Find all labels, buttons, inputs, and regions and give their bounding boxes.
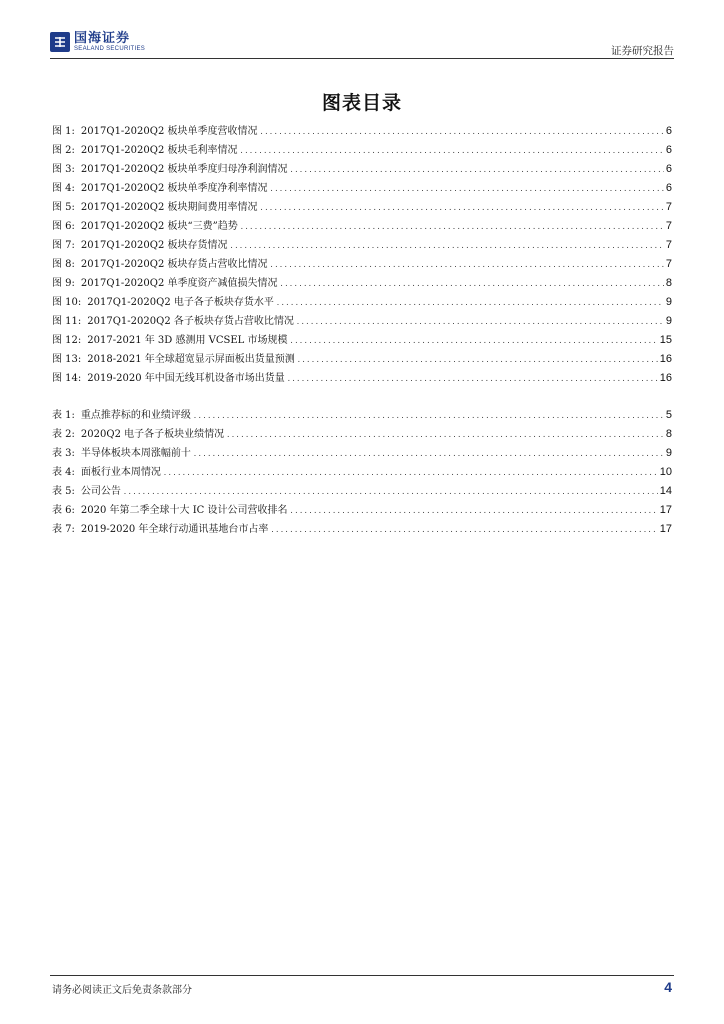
table-entry[interactable] bbox=[52, 482, 672, 501]
figure-page-number: 9 bbox=[665, 296, 672, 308]
figure-entry[interactable] bbox=[52, 122, 672, 141]
logo-english-name: SEALAND SECURITIES bbox=[74, 46, 146, 52]
figure-label: 图 13: bbox=[52, 354, 82, 365]
figure-page-number: 7 bbox=[665, 220, 672, 232]
dot-leader bbox=[276, 299, 664, 307]
table-title: 面板行业本周情况 bbox=[80, 467, 161, 478]
table-label: 表 7: bbox=[52, 524, 75, 535]
page-header bbox=[50, 30, 674, 60]
table-list bbox=[52, 406, 672, 539]
table-page-number: 10 bbox=[659, 466, 672, 478]
dot-leader bbox=[290, 166, 664, 174]
table-page-number: 17 bbox=[659, 523, 672, 535]
logo-chinese-name: 国海证券 bbox=[74, 31, 131, 46]
figure-title: 2017Q1-2020Q2 板块存货占营收比情况 bbox=[80, 259, 268, 270]
dot-leader bbox=[270, 261, 664, 269]
dot-leader bbox=[260, 128, 664, 136]
dot-leader bbox=[226, 431, 664, 439]
figure-title: 2019-2020 年中国无线耳机设备市场出货量 bbox=[87, 373, 285, 384]
figure-label: 图 6: bbox=[52, 221, 75, 232]
table-label: 表 2: bbox=[52, 429, 75, 440]
table-entry[interactable] bbox=[52, 520, 672, 539]
figure-label: 图 9: bbox=[52, 278, 75, 289]
figure-entry[interactable] bbox=[52, 141, 672, 160]
figure-entry[interactable] bbox=[52, 274, 672, 293]
figure-page-number: 6 bbox=[665, 125, 672, 137]
header-divider bbox=[50, 58, 674, 59]
figure-entry[interactable] bbox=[52, 198, 672, 217]
figure-label: 图 7: bbox=[52, 240, 75, 251]
table-entry[interactable] bbox=[52, 501, 672, 520]
figure-title: 2017Q1-2020Q2 板块存货情况 bbox=[80, 240, 228, 251]
table-label: 表 1: bbox=[52, 410, 75, 421]
disclaimer-text: 请务必阅读正文后免责条款部分 bbox=[52, 985, 192, 996]
figure-page-number: 16 bbox=[659, 353, 672, 365]
dot-leader bbox=[163, 469, 658, 477]
figure-page-number: 15 bbox=[659, 334, 672, 346]
company-logo bbox=[50, 32, 145, 52]
figure-label: 图 10: bbox=[52, 297, 82, 308]
figure-label: 图 1: bbox=[52, 126, 75, 137]
dot-leader bbox=[297, 356, 658, 364]
figure-page-number: 6 bbox=[665, 182, 672, 194]
table-label: 表 5: bbox=[52, 486, 75, 497]
figure-page-number: 7 bbox=[665, 239, 672, 251]
figure-page-number: 16 bbox=[659, 372, 672, 384]
figure-page-number: 7 bbox=[665, 201, 672, 213]
sealand-logo-icon bbox=[50, 32, 70, 52]
dot-leader bbox=[280, 280, 664, 288]
figure-title: 2018-2021 年全球超宽显示屏面板出货量预测 bbox=[87, 354, 295, 365]
table-title: 半导体板块本周涨幅前十 bbox=[80, 448, 191, 459]
footer-divider bbox=[50, 975, 674, 976]
figure-entry[interactable] bbox=[52, 255, 672, 274]
figure-entry[interactable] bbox=[52, 293, 672, 312]
figure-list bbox=[52, 122, 672, 388]
table-page-number: 9 bbox=[665, 447, 672, 459]
figure-title: 2017Q1-2020Q2 各子板块存货占营收比情况 bbox=[87, 316, 294, 327]
dot-leader bbox=[290, 507, 658, 515]
table-title: 2019-2020 年全球行动通讯基地台市占率 bbox=[80, 524, 269, 535]
dot-leader bbox=[270, 526, 657, 534]
dot-leader bbox=[240, 147, 664, 155]
figure-entry[interactable] bbox=[52, 179, 672, 198]
table-entry[interactable] bbox=[52, 425, 672, 444]
table-title: 2020 年第二季全球十大 IC 设计公司营收排名 bbox=[80, 505, 288, 516]
figure-title: 2017Q1-2020Q2 电子各子板块存货水平 bbox=[87, 297, 274, 308]
figure-label: 图 11: bbox=[52, 316, 82, 327]
figure-title: 2017Q1-2020Q2 板块毛利率情况 bbox=[80, 145, 238, 156]
figure-label: 图 12: bbox=[52, 335, 82, 346]
table-title: 公司公告 bbox=[80, 486, 121, 497]
table-title: 重点推荐标的和业绩评级 bbox=[80, 410, 191, 421]
dot-leader bbox=[287, 375, 658, 383]
dot-leader bbox=[290, 337, 658, 345]
figure-entry[interactable] bbox=[52, 369, 672, 388]
figure-title: 2017Q1-2020Q2 板块“三费”趋势 bbox=[80, 221, 238, 232]
figure-entry[interactable] bbox=[52, 217, 672, 236]
figure-page-number: 6 bbox=[665, 144, 672, 156]
figure-page-number: 7 bbox=[665, 258, 672, 270]
dot-leader bbox=[296, 318, 664, 326]
figure-entry[interactable] bbox=[52, 236, 672, 255]
dot-leader bbox=[193, 412, 664, 420]
dot-leader bbox=[260, 204, 664, 212]
page-title: 图表目录 bbox=[321, 92, 402, 114]
dot-leader bbox=[123, 488, 658, 496]
figure-title: 2017Q1-2020Q2 板块单季度归母净利润情况 bbox=[80, 164, 288, 175]
dot-leader bbox=[193, 450, 664, 458]
figure-title: 2017Q1-2020Q2 板块单季度净利率情况 bbox=[80, 183, 268, 194]
figure-label: 图 4: bbox=[52, 183, 75, 194]
dot-leader bbox=[240, 223, 664, 231]
figure-label: 图 14: bbox=[52, 373, 82, 384]
table-entry[interactable] bbox=[52, 444, 672, 463]
table-page-number: 17 bbox=[659, 504, 672, 516]
figure-page-number: 9 bbox=[665, 315, 672, 327]
table-title: 2020Q2 电子各子板块业绩情况 bbox=[80, 429, 225, 440]
table-label: 表 4: bbox=[52, 467, 75, 478]
dot-leader bbox=[270, 185, 664, 193]
figure-label: 图 5: bbox=[52, 202, 75, 213]
table-entry[interactable] bbox=[52, 406, 672, 425]
table-page-number: 8 bbox=[665, 428, 672, 440]
figure-title: 2017-2021 年 3D 感测用 VCSEL 市场规模 bbox=[87, 335, 288, 346]
figure-title: 2017Q1-2020Q2 板块期间费用率情况 bbox=[80, 202, 258, 213]
table-label: 表 6: bbox=[52, 505, 75, 516]
figure-entry[interactable] bbox=[52, 331, 672, 350]
figure-page-number: 8 bbox=[665, 277, 672, 289]
table-label: 表 3: bbox=[52, 448, 75, 459]
figure-title: 2017Q1-2020Q2 板块单季度营收情况 bbox=[80, 126, 258, 137]
figure-label: 图 3: bbox=[52, 164, 75, 175]
figure-entry[interactable] bbox=[52, 350, 672, 369]
figure-page-number: 6 bbox=[665, 163, 672, 175]
figure-entry[interactable] bbox=[52, 312, 672, 331]
figure-label: 图 2: bbox=[52, 145, 75, 156]
figure-label: 图 8: bbox=[52, 259, 75, 270]
figure-entry[interactable] bbox=[52, 160, 672, 179]
figure-title: 2017Q1-2020Q2 单季度资产减值损失情况 bbox=[80, 278, 278, 289]
dot-leader bbox=[230, 242, 664, 250]
page-number: 4 bbox=[664, 979, 672, 995]
table-page-number: 5 bbox=[665, 409, 672, 421]
table-page-number: 14 bbox=[659, 485, 672, 497]
report-type-label: 证券研究报告 bbox=[611, 45, 674, 57]
table-entry[interactable] bbox=[52, 463, 672, 482]
